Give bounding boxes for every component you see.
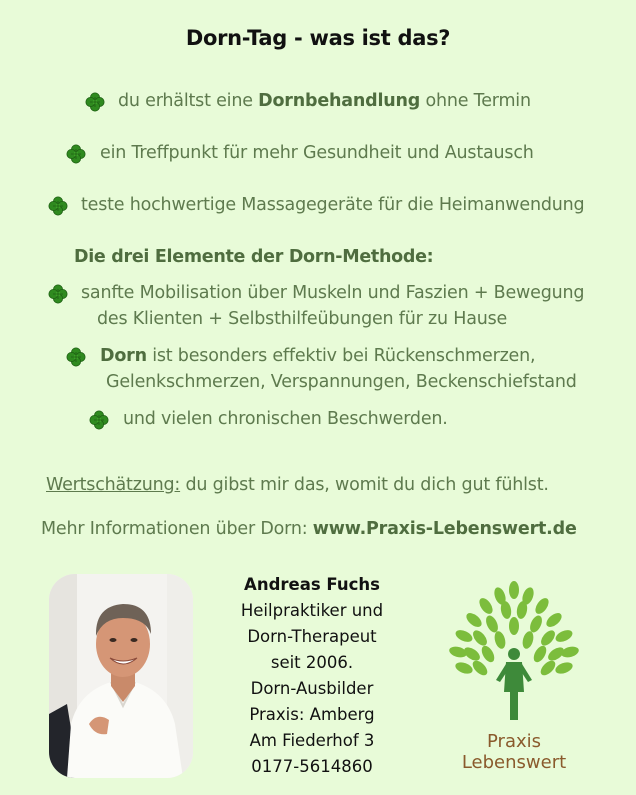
logo-text-praxis: Praxis bbox=[487, 731, 541, 752]
four-leaf-clover-icon bbox=[88, 409, 110, 431]
element-mobilisation-line1: sanfte Mobilisation über Muskeln und Faszien + Bewegung bbox=[81, 283, 585, 303]
four-leaf-clover-icon bbox=[84, 91, 106, 113]
elements-heading: Die drei Elemente der Dorn-Methode: bbox=[74, 247, 434, 267]
four-leaf-clover-icon bbox=[47, 283, 69, 305]
four-leaf-clover-icon bbox=[47, 195, 69, 217]
element-dorn-line2: Gelenkschmerzen, Verspannungen, Beckenschiefstand bbox=[106, 372, 577, 392]
wertschaetzung-text: du gibst mir das, womit du dich gut fühlst. bbox=[180, 475, 549, 495]
wertschaetzung-line bbox=[46, 475, 549, 495]
website-link[interactable]: www.Praxis-Lebenswert.de bbox=[312, 519, 577, 539]
bullet-walk-in-bold: Dornbehandlung bbox=[258, 91, 421, 111]
element-chronic: und vielen chronischen Beschwerden. bbox=[123, 409, 448, 429]
contact-block bbox=[222, 572, 402, 780]
info-line bbox=[41, 519, 577, 539]
contact-line: Dorn-Therapeut bbox=[247, 627, 377, 646]
contact-line: seit 2006. bbox=[270, 653, 354, 672]
contact-line: Dorn-Ausbilder bbox=[250, 679, 374, 698]
element-mobilisation-line2: des Klienten + Selbsthilfeübungen für zu Hause bbox=[97, 309, 508, 329]
info-text: Mehr Informationen über Dorn: bbox=[41, 519, 313, 539]
therapist-photo bbox=[49, 574, 193, 778]
contact-phone: 0177-5614860 bbox=[251, 757, 373, 776]
element-dorn-line1 bbox=[100, 346, 535, 366]
four-leaf-clover-icon bbox=[65, 346, 87, 368]
contact-name: Andreas Fuchs bbox=[244, 575, 380, 594]
bullet-massage-devices: teste hochwertige Massagegeräte für die Heimanwendung bbox=[81, 195, 585, 215]
element-dorn-text: ist besonders effektiv bei Rückenschmerzen, bbox=[146, 346, 536, 366]
page-title: Dorn-Tag - was ist das? bbox=[185, 26, 451, 50]
bullet-walk-in-post: ohne Termin bbox=[420, 91, 531, 111]
bullet-walk-in bbox=[118, 91, 531, 111]
four-leaf-clover-icon bbox=[65, 143, 87, 165]
contact-line: Heilpraktiker und bbox=[240, 601, 384, 620]
bullet-meeting-point: ein Treffpunkt für mehr Gesundheit und Austausch bbox=[100, 143, 534, 163]
contact-line: Am Fiederhof 3 bbox=[249, 731, 375, 750]
logo-text-lebenswert: Lebenswert bbox=[461, 752, 567, 773]
wertschaetzung-label: Wertschätzung: bbox=[46, 475, 181, 495]
element-dorn-bold: Dorn bbox=[100, 346, 147, 366]
contact-line: Praxis: Amberg bbox=[249, 705, 375, 724]
bullet-walk-in-pre: du erhältst eine bbox=[118, 91, 259, 111]
